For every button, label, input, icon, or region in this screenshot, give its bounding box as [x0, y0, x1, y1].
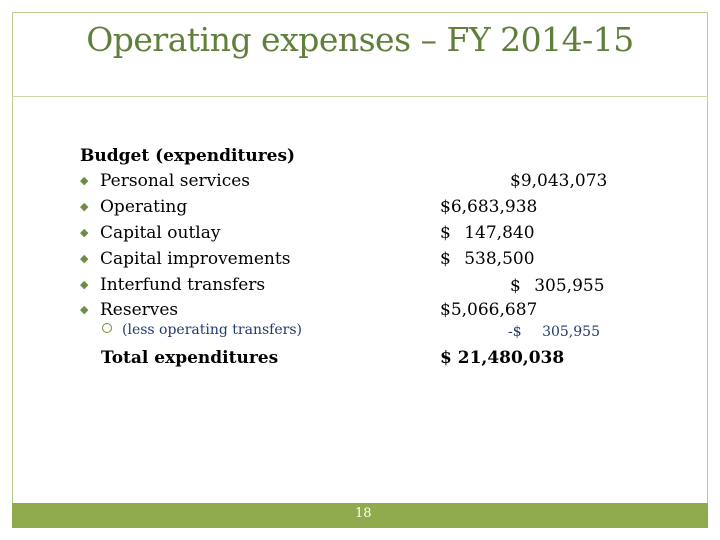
- total-amount: $ 21,480,038: [440, 348, 565, 368]
- slide-title: Operating expenses – FY 2014-15: [86, 20, 634, 59]
- item-amount: $ 538,500: [440, 249, 535, 269]
- title-divider: [12, 96, 708, 97]
- slide-frame: [12, 12, 708, 528]
- item-amount: $6,683,938: [440, 197, 538, 217]
- bullet-icon: ◆: [80, 252, 89, 265]
- list-item-personal-services: [80, 171, 250, 191]
- bullet-icon: ◆: [80, 200, 89, 213]
- item-label: Reserves: [100, 300, 179, 320]
- budget-heading: Budget (expenditures): [80, 146, 296, 166]
- list-item-capital-outlay: [80, 223, 220, 243]
- item-amount: $9,043,073: [510, 171, 608, 191]
- sub-item-less-operating-transfers: [102, 322, 302, 338]
- total-label: Total expenditures: [101, 348, 279, 368]
- list-item-capital-improvements: [80, 249, 290, 269]
- item-label: Capital outlay: [100, 223, 221, 243]
- sub-item-amount: -$ 305,955: [508, 324, 600, 340]
- bullet-icon: ◆: [80, 278, 89, 291]
- bullet-icon: ◆: [80, 174, 89, 187]
- list-item-reserves: [80, 300, 178, 320]
- item-amount: $ 305,955: [510, 276, 605, 296]
- item-label: Interfund transfers: [100, 275, 266, 295]
- item-label: Operating: [100, 197, 188, 217]
- bullet-icon: ◆: [80, 226, 89, 239]
- page-number: 18: [355, 506, 372, 521]
- circle-bullet-icon: [102, 323, 112, 333]
- item-amount: $ 147,840: [440, 223, 535, 243]
- item-amount: $5,066,687: [440, 300, 538, 320]
- item-label: Capital improvements: [100, 249, 291, 269]
- bullet-icon: ◆: [80, 303, 89, 316]
- list-item-operating: [80, 197, 187, 217]
- sub-item-label: (less operating transfers): [122, 322, 302, 338]
- item-label: Personal services: [100, 171, 251, 191]
- list-item-interfund-transfers: [80, 275, 265, 295]
